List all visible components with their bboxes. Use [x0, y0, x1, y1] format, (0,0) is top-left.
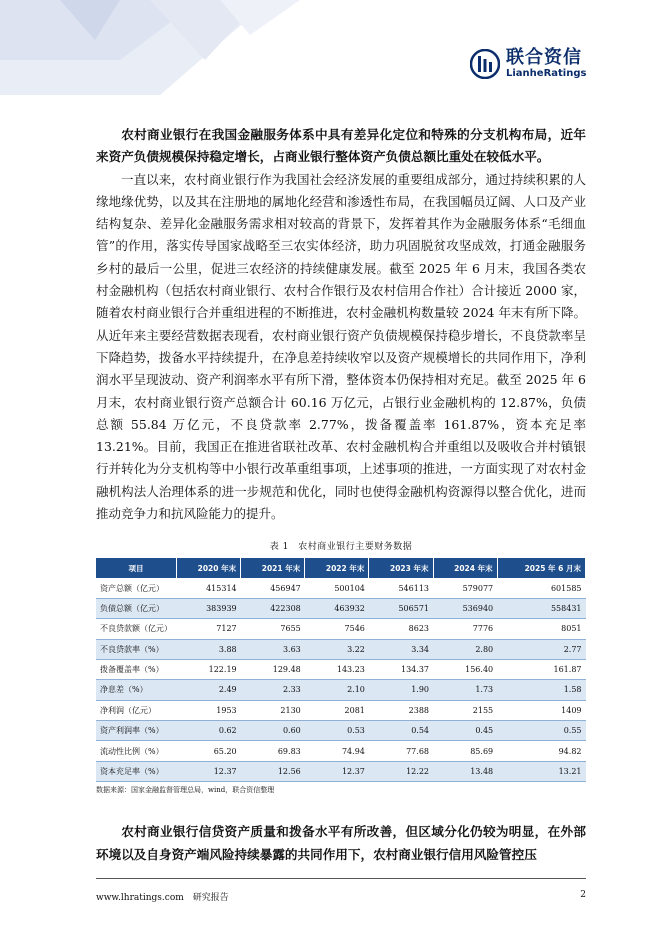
table-cell: 546113: [369, 578, 433, 598]
table-row-label: 拨备覆盖率（%）: [96, 659, 177, 679]
table-cell: 2.80: [433, 639, 497, 659]
table-cell: 0.54: [369, 721, 433, 741]
table-row: [96, 598, 586, 618]
table-row-label: 流动性比例（%）: [96, 741, 177, 761]
table-cell: 3.22: [305, 639, 369, 659]
table-cell: 122.19: [177, 659, 241, 679]
table-row: [96, 741, 586, 761]
table-cell: 463932: [305, 598, 369, 618]
lianhe-logo-icon: [470, 49, 500, 79]
table-row-label: 不良贷款额（亿元）: [96, 619, 177, 639]
table-cell: 536940: [433, 598, 497, 618]
table-cell: 0.55: [497, 721, 585, 741]
table-cell: 2388: [369, 700, 433, 720]
table-header-cell: 2021 年末: [241, 558, 305, 578]
table-cell: 74.94: [305, 741, 369, 761]
table-row: [96, 659, 586, 679]
table-row-label: 净息差（%）: [96, 680, 177, 700]
lianhe-logo: [470, 48, 586, 80]
table-cell: 65.20: [177, 741, 241, 761]
section-lead-paragraph: 农村商业银行在我国金融服务体系中具有差异化定位和特殊的分支机构布局，近年来资产负债规模保持稳定增长，占商业银行整体资产负债总额比重处在较低水平。: [96, 127, 586, 165]
table-cell: 77.68: [369, 741, 433, 761]
table-cell: 3.63: [241, 639, 305, 659]
table-cell: 7655: [241, 619, 305, 639]
table-header-cell: 2023 年末: [369, 558, 433, 578]
table-header-cell: 2024 年末: [433, 558, 497, 578]
logo-english-name: LianheRatings: [506, 68, 587, 79]
table-header-cell: 2025 年 6 月末: [497, 558, 585, 578]
table-cell: 506571: [369, 598, 433, 618]
table-cell: 1953: [177, 700, 241, 720]
table-row: [96, 619, 586, 639]
body-paragraph: 一直以来，农村商业银行作为我国社会经济发展的重要组成部分，通过持续积累的人缘地缘优势，以及其在注册地的属地化经营和渗透性布局，在我国幅员辽阔、人口及产业结构复杂、差异化金融服务需求相对较高的背景下，发挥着其作为金融服务体系“毛细血管”的作用，落实传导国家战略至三农实体经济，助力巩固脱贫攻坚成效，打通金融服务乡村的最后一公里，促进三农经济的持续健康发展。截至 2025 年 6 月末，我国各类农村金融机构（包括农村商业银行、农村合作银行及农村信用合作社）合计接近 2000 家，随着农村商业银行合并重组进程的不断推进，农村金融机构数量较 2024 年末有所下降。从近年来主要经营数据表现看，农村商业银行资产负债规模保持稳步增长，不良贷款率呈下降趋势，拨备水平持续提升，在净息差持续收窄以及资产规模增长的共同作用下，净利润水平呈现波动、资产利润率水平有所下滑，整体资本仍保持相对充足。截至 2025 年 6 月末，农村商业银行资产总额合计 60.16 万亿元，占银行业金融机构的 12.87%，负债总额 55.84 万亿元，不良贷款率 2.77%，拨备覆盖率 161.87%，资本充足率 13.21%。目前，我国正在推进省联社改革、农村金融机构合并重组以及吸收合并村镇银行并转化为分支机构等中小银行改革重组事项，上述事项的推进，一方面实现了对农村金融机构法人治理体系的进一步规范和优化，同时也使得金融机构资源得以整合优化，进而推动竞争力和抗风险能力的提升。: [96, 171, 586, 522]
table-cell: 156.40: [433, 659, 497, 679]
table-cell: 2.33: [241, 680, 305, 700]
table-cell: 1409: [497, 700, 585, 720]
table-cell: 1.58: [497, 680, 585, 700]
table-cell: 2.77: [497, 639, 585, 659]
table-cell: 415314: [177, 578, 241, 598]
table-header-cell: 2020 年末: [177, 558, 241, 578]
table-cell: 161.87: [497, 659, 585, 679]
table-cell: 85.69: [433, 741, 497, 761]
table-row: [96, 578, 586, 598]
table-header-cell: 2022 年末: [305, 558, 369, 578]
table-row-label: 资本充足率（%）: [96, 761, 177, 781]
table-title: 表 1 农村商业银行主要财务数据: [269, 542, 413, 553]
table-cell: 1.90: [369, 680, 433, 700]
table-cell: 13.48: [433, 761, 497, 781]
table-row-label: 负债总额（亿元）: [96, 598, 177, 618]
table-cell: 2.49: [177, 680, 241, 700]
table-cell: 383939: [177, 598, 241, 618]
table-cell: 3.34: [369, 639, 433, 659]
table-cell: 129.48: [241, 659, 305, 679]
table-cell: 2155: [433, 700, 497, 720]
table-row: [96, 700, 586, 720]
table-cell: 12.22: [369, 761, 433, 781]
section-lead-paragraph-2: 农村商业银行信贷资产质量和拨备水平有所改善，但区域分化仍较为明显，在外部环境以及自身资产端风险持续暴露的共同作用下，农村商业银行信用风险管控压: [96, 824, 586, 862]
table-cell: 579077: [433, 578, 497, 598]
table-cell: 143.23: [305, 659, 369, 679]
table-cell: 12.37: [177, 761, 241, 781]
table-cell: 2130: [241, 700, 305, 720]
table-cell: 0.62: [177, 721, 241, 741]
financial-data-table: [96, 558, 586, 782]
table-row: [96, 639, 586, 659]
table-row: [96, 761, 586, 781]
table-row-label: 不良贷款率（%）: [96, 639, 177, 659]
table-cell: 0.45: [433, 721, 497, 741]
main-content: [96, 124, 586, 866]
table-cell: 7546: [305, 619, 369, 639]
table-cell: 69.83: [241, 741, 305, 761]
logo-chinese-name: 联合资信: [506, 47, 582, 68]
table-cell: 8051: [497, 619, 585, 639]
table-cell: 134.37: [369, 659, 433, 679]
table-cell: 7127: [177, 619, 241, 639]
page-footer: [96, 890, 586, 903]
table-cell: 2.10: [305, 680, 369, 700]
table-cell: 13.21: [497, 761, 585, 781]
table-cell: 2081: [305, 700, 369, 720]
table-cell: 94.82: [497, 741, 585, 761]
table-cell: 601585: [497, 578, 585, 598]
table-cell: 0.60: [241, 721, 305, 741]
data-source-note: 数据来源：国家金融监督管理总局，wind，联合资信整理: [96, 786, 275, 795]
table-cell: 7776: [433, 619, 497, 639]
table-cell: 8623: [369, 619, 433, 639]
table-row-label: 资产总额（亿元）: [96, 578, 177, 598]
table-cell: 12.37: [305, 761, 369, 781]
table-header-row: [96, 558, 586, 578]
table-body: [96, 578, 586, 781]
table-cell: 3.88: [177, 639, 241, 659]
table-row-label: 资产利润率（%）: [96, 721, 177, 741]
table-cell: 0.53: [305, 721, 369, 741]
table-cell: 1.73: [433, 680, 497, 700]
footer-website: www.lhratings.com 研究报告: [96, 893, 229, 903]
table-row: [96, 721, 586, 741]
table-cell: 500104: [305, 578, 369, 598]
table-header-cell: 项目: [96, 558, 177, 578]
table-row: [96, 680, 586, 700]
table-cell: 558431: [497, 598, 585, 618]
table-row-label: 净利润（亿元）: [96, 700, 177, 720]
page-number: 2: [580, 890, 586, 900]
footer-divider: [96, 878, 586, 879]
table-cell: 456947: [241, 578, 305, 598]
table-cell: 12.56: [241, 761, 305, 781]
table-cell: 422308: [241, 598, 305, 618]
